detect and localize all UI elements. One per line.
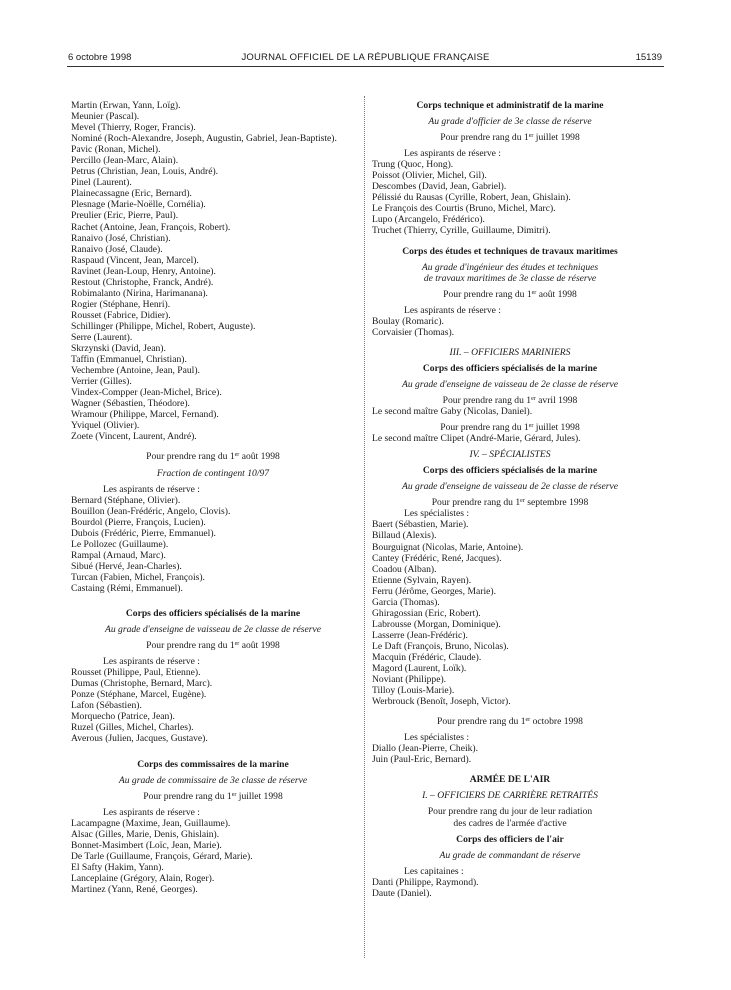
column-divider: [364, 96, 365, 958]
grade-subheading: Au grade de commissaire de 3e classe de réserve: [118, 774, 308, 786]
name-entry: Rousset (Fabrice, Didier).: [71, 309, 171, 321]
name-list: [71, 818, 355, 895]
name-entry: Trung (Quoc, Hong).: [372, 159, 454, 171]
aspirants-label: Les aspirants de réserve :: [103, 806, 200, 818]
rank-date-line: Pour prendre rang du 1er octobre 1998: [437, 716, 583, 728]
second-maitre-entry: Le second maître Gaby (Nicolas, Daniel).: [372, 406, 533, 418]
name-entry: Serre (Laurent).: [71, 331, 133, 343]
name-entry: Magord (Laurent, Loïk).: [372, 663, 467, 675]
grade-subheading: Au grade d'ingénieur des études et techniques: [421, 261, 599, 273]
name-entry: Bonnet-Masimbert (Loïc, Jean, Marie).: [71, 839, 222, 851]
name-entry: Averous (Julien, Jacques, Gustave).: [71, 733, 208, 745]
corps-heading: Corps des officiers spécialisés de la marine: [422, 362, 598, 374]
name-entry: Werbrouck (Benoît, Joseph, Victor).: [372, 696, 511, 708]
name-entry: Plainecassagne (Eric, Bernard).: [71, 188, 192, 200]
name-entry: Daute (Daniel).: [372, 887, 432, 899]
corps-heading: Corps technique et administratif de la marine: [416, 100, 604, 111]
name-entry: Cantey (Frédéric, René, Jacques).: [372, 552, 502, 564]
name-entry: Pavic (Ronan, Michel).: [71, 144, 161, 156]
name-list: [372, 519, 648, 707]
rank-date-line: Pour prendre rang du 1er juillet 1998: [143, 790, 283, 802]
name-entry: Petrus (Christian, Jean, Louis, André).: [71, 166, 219, 178]
rank-date-line: Pour prendre rang du 1er juillet 1998: [440, 422, 580, 434]
name-list: [71, 495, 355, 594]
name-entry: Wramour (Philippe, Marcel, Fernand).: [71, 409, 219, 421]
name-entry: Mevel (Thierry, Roger, Francis).: [71, 122, 196, 134]
name-entry: Ranaivo (José, Claude).: [71, 243, 163, 255]
section-heading: I. – OFFICIERS DE CARRIÈRE RETRAITÉS: [422, 790, 598, 802]
name-entry: Lacampagne (Maxime, Jean, Guillaume).: [71, 817, 231, 829]
grade-subheading: de travaux maritimes de 3e classe de réserve: [423, 272, 597, 284]
name-entry: Vindex-Compper (Jean-Michel, Brice).: [71, 387, 222, 399]
corps-heading: Corps des études et techniques de travaux maritimes: [402, 245, 618, 257]
rank-radiation-line: Pour prendre rang du jour de leur radiation: [427, 806, 593, 818]
grade-subheading: Au grade de commandant de réserve: [439, 849, 581, 861]
header-title: JOURNAL OFFICIEL DE LA RÉPUBLIQUE FRANÇAISE: [241, 52, 490, 63]
rank-date-line: Pour prendre rang du 1er juillet 1998: [440, 132, 580, 144]
corps-heading: Corps des officiers spécialisés de la marine: [422, 465, 598, 477]
name-entry: Bourguignat (Nicolas, Marie, Antoine).: [372, 541, 524, 553]
name-entry: Plesnage (Marie-Noëlle, Cornélia).: [71, 199, 206, 211]
corps-heading: Corps des officiers de l'air: [456, 833, 564, 845]
name-entry: Lasserre (Jean-Frédéric).: [372, 629, 468, 641]
name-entry: Castaing (Rémi, Emmanuel).: [71, 582, 183, 594]
name-entry: Ravinet (Jean-Loup, Henry, Antoine).: [71, 265, 216, 277]
name-entry: Wagner (Sébastien, Théodore).: [71, 398, 190, 410]
name-entry: Ghiragossian (Eric, Robert).: [372, 607, 481, 619]
name-entry: Tilloy (Louis-Marie).: [372, 685, 455, 697]
name-list: [71, 667, 355, 744]
grade-subheading: Au grade d'enseigne de vaisseau de 2e classe de réserve: [402, 378, 618, 390]
capitaines-label: Les capitaines :: [404, 865, 464, 877]
name-entry: Billaud (Alexis).: [372, 530, 437, 542]
name-entry: Boulay (Romaric).: [372, 315, 444, 327]
name-entry: Verrier (Gilles).: [71, 376, 132, 388]
corps-heading: Corps des commissaires de la marine: [137, 758, 289, 770]
name-entry: Dumas (Christophe, Bernard, Marc).: [71, 678, 213, 690]
name-entry: Skrzynski (David, Jean).: [71, 343, 166, 355]
corps-heading: Corps des officiers spécialisés de la marine: [125, 608, 301, 620]
name-entry: Garcia (Thomas).: [372, 596, 440, 608]
rank-date-line: Pour prendre rang du 1er août 1998: [443, 288, 577, 300]
name-entry: Macquin (Frédéric, Claude).: [372, 651, 482, 663]
section-heading: IV. – SPÉCIALISTES: [469, 449, 551, 461]
name-entry: Juin (Paul-Eric, Bernard).: [372, 754, 472, 766]
name-entry: Bernard (Stéphane, Olivier).: [71, 494, 181, 506]
name-entry: Descombes (David, Jean, Gabriel).: [372, 181, 507, 193]
name-list: [372, 877, 648, 899]
name-entry: Pélissié du Rausas (Cyrille, Robert, Jean, Ghislain).: [372, 192, 571, 204]
rank-radiation-line: des cadres de l'armée d'active: [453, 817, 567, 829]
rank-date-line: Pour prendre rang du 1er août 1998: [146, 451, 280, 463]
name-entry: Nominé (Roch-Alexandre, Joseph, Augustin, Gabriel, Jean-Baptiste).: [71, 133, 337, 145]
name-entry: Le François des Courtis (Bruno, Michel, Marc).: [372, 203, 556, 215]
right-column: [372, 100, 648, 899]
name-entry: Martin (Erwan, Yann, Loïg).: [71, 100, 181, 111]
name-entry: Ferru (Jérôme, Georges, Marie).: [372, 585, 496, 597]
grade-subheading: Au grade d'enseigne de vaisseau de 2e classe de réserve: [105, 624, 321, 636]
name-entry: Percillo (Jean-Marc, Alain).: [71, 155, 179, 167]
name-entry: Vechembre (Antoine, Jean, Paul).: [71, 365, 200, 377]
name-entry: Diallo (Jean-Pierre, Cheik).: [372, 743, 479, 755]
name-list: [372, 743, 648, 765]
name-entry: Lanceplaine (Grégory, Alain, Roger).: [71, 872, 215, 884]
header-date: 6 octobre 1998: [68, 52, 132, 63]
name-entry: Robimalanto (Nirina, Harimanana).: [71, 287, 208, 299]
rank-date-line: Pour prendre rang du 1er août 1998: [146, 640, 280, 652]
name-entry: El Safty (Hakim, Yann).: [71, 861, 164, 873]
name-entry: Rogier (Stéphane, Henri).: [71, 298, 171, 310]
aspirants-label: Les aspirants de réserve :: [404, 304, 501, 316]
name-list: [372, 159, 648, 236]
armee-heading: ARMÉE DE L'AIR: [469, 774, 551, 786]
name-entry: Rampal (Arnaud, Marc).: [71, 549, 166, 561]
name-entry: Etienne (Sylvain, Rayen).: [372, 574, 472, 586]
name-entry: Ponze (Stéphane, Marcel, Eugène).: [71, 689, 207, 701]
name-entry: Yviquel (Olivier).: [71, 420, 140, 432]
name-entry: Dubois (Frédéric, Pierre, Emmanuel).: [71, 527, 216, 539]
name-entry: Ruzel (Gilles, Michel, Charles).: [71, 722, 194, 734]
name-entry: Danti (Philippe, Raymond).: [372, 876, 479, 888]
aspirants-label: Les aspirants de réserve :: [404, 148, 501, 160]
name-entry: Sibué (Hervé, Jean-Charles).: [71, 560, 182, 572]
name-entry: Rachet (Antoine, Jean, François, Robert).: [71, 221, 231, 233]
name-entry: Alsac (Gilles, Marie, Denis, Ghislain).: [71, 828, 220, 840]
name-entry: Baert (Sébastien, Marie).: [372, 519, 469, 531]
aspirants-label: Les aspirants de réserve :: [103, 483, 200, 495]
grade-subheading: Au grade d'enseigne de vaisseau de 2e classe de réserve: [402, 481, 618, 493]
rank-date-line: Pour prendre rang du 1er avril 1998: [442, 394, 578, 406]
running-header: [0, 52, 731, 66]
name-entry: Turcan (Fabien, Michel, François).: [71, 571, 205, 583]
name-entry: Pinel (Laurent).: [71, 177, 132, 189]
name-entry: Le Daft (François, Bruno, Nicolas).: [372, 640, 509, 652]
name-entry: Ranaivo (José, Christian).: [71, 232, 171, 244]
name-entry: Le Pollozec (Guillaume).: [71, 538, 169, 550]
name-entry: Truchet (Thierry, Cyrille, Guillaume, Dimitri).: [372, 225, 551, 237]
name-list: [372, 316, 648, 338]
name-list: [71, 100, 355, 442]
section-heading: III. – OFFICIERS MARINIERS: [449, 346, 571, 358]
name-entry: Morquecho (Patrice, Jean).: [71, 711, 175, 723]
contingent-fraction: Fraction de contingent 10/97: [156, 467, 270, 479]
aspirants-label: Les aspirants de réserve :: [103, 656, 200, 668]
name-entry: Raspaud (Vincent, Jean, Marcel).: [71, 254, 199, 266]
name-entry: Lupo (Arcangelo, Frédérico).: [372, 214, 485, 226]
name-entry: Preulier (Eric, Pierre, Paul).: [71, 210, 179, 222]
left-column: [71, 100, 355, 895]
name-entry: Rousset (Philippe, Paul, Etienne).: [71, 667, 201, 679]
name-entry: Restout (Christophe, Franck, André).: [71, 276, 214, 288]
name-entry: Bourdol (Pierre, François, Lucien).: [71, 516, 206, 528]
specialistes-label: Les spécialistes :: [404, 508, 470, 520]
name-entry: Zoete (Vincent, Laurent, André).: [71, 431, 197, 443]
second-maitre-entry: Le second maître Clipet (André-Marie, Gérard, Jules).: [372, 433, 581, 445]
specialistes-label: Les spécialistes :: [404, 732, 470, 744]
name-entry: Meunier (Pascal).: [71, 111, 140, 123]
name-entry: De Tarle (Guillaume, François, Gérard, Marie).: [71, 850, 253, 862]
name-entry: Labrousse (Morgan, Dominique).: [372, 618, 501, 630]
name-entry: Bouillon (Jean-Frédéric, Angelo, Clovis).: [71, 505, 231, 517]
rank-date-line: Pour prendre rang du 1er septembre 1998: [431, 497, 589, 509]
grade-subheading: Au grade d'officier de 3e classe de réserve: [428, 116, 592, 128]
name-entry: Lafon (Sébastien).: [71, 700, 142, 712]
name-entry: Taffin (Emmanuel, Christian).: [71, 354, 187, 366]
name-entry: Poissot (Olivier, Michel, Gil).: [372, 170, 487, 182]
name-entry: Noviant (Philippe).: [372, 674, 447, 686]
name-entry: Coadou (Alban).: [372, 563, 437, 575]
name-entry: Schillinger (Philippe, Michel, Robert, Auguste).: [71, 320, 256, 332]
name-entry: Corvaisier (Thomas).: [372, 326, 455, 338]
header-page-number: 15139: [635, 52, 662, 63]
name-entry: Martinez (Yann, René, Georges).: [71, 884, 198, 895]
header-rule: [67, 66, 664, 67]
